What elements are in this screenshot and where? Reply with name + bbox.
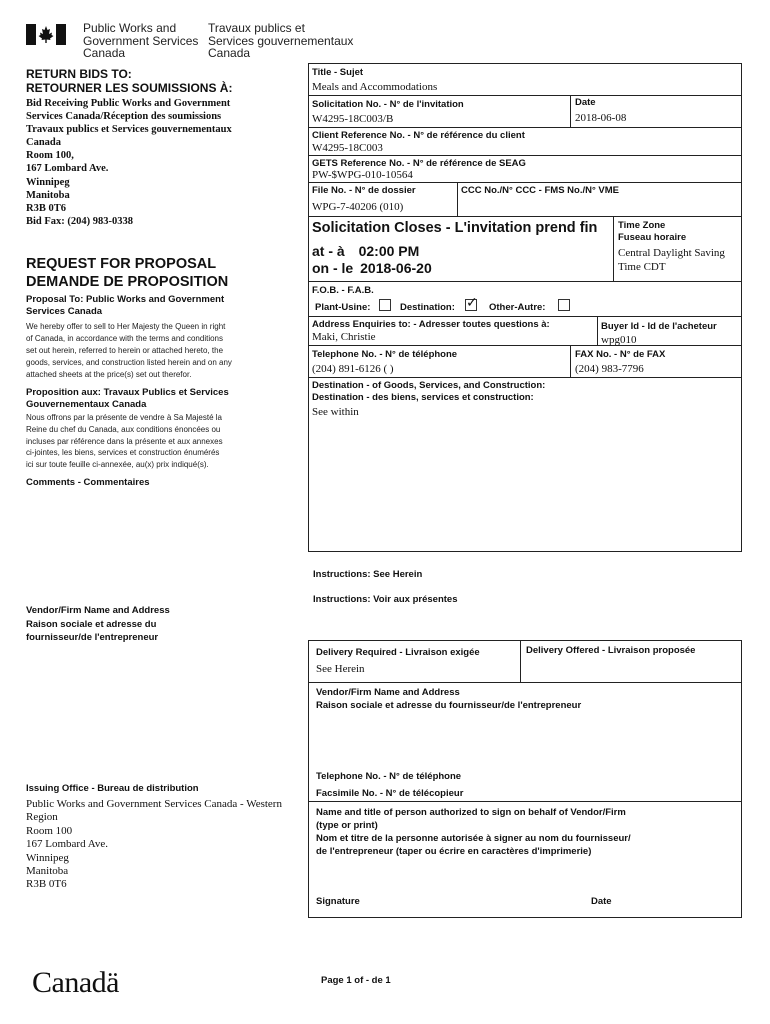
rfp-title: REQUEST FOR PROPOSAL DEMANDE DE PROPOSITION (26, 256, 229, 290)
ccc-no-label: CCC No./N° CCC - FMS No./N° VME (461, 185, 620, 196)
date-label: Date (575, 97, 596, 108)
plant-checkbox[interactable] (379, 299, 391, 311)
vendor-fax-label: Facsimile No. - N° de télécopieur (316, 788, 464, 799)
instructions-en: Instructions: See Herein (313, 569, 423, 580)
signature-date-label: Date (591, 896, 612, 907)
proposal-to-heading-fr: Proposition aux: Travaux Publics et Services Gouvernementaux Canada (26, 387, 229, 410)
solicitation-no-label: Solicitation No. - N° de l'invitation (312, 99, 464, 110)
department-name-en: Public Works and Government Services Canada (83, 21, 199, 60)
at-label: at - à (312, 243, 345, 259)
buyer-id-value: wpg010 (601, 334, 637, 346)
vendor-firm-label: Vendor/Firm Name and Address Raison sociale et adresse du fournisseur/de l'entrepreneur (316, 687, 582, 711)
closing-date-row (312, 260, 432, 276)
delivery-required-label: Delivery Required - Livraison exigée (316, 647, 480, 658)
address-enquiries-label: Address Enquiries to: - Adresser toutes questions à: (312, 319, 550, 330)
gets-reference-value: PW-$WPG-010-10564 (312, 169, 413, 181)
proposal-to-body-en: We hereby offer to sell to Her Majesty the Queen in right of Canada, in accordance with the terms and conditions set out herein, referred to herein or attached hereto, the goods, services, and construction listed herein and on any attached sheets at the price(s) set out therefor. (26, 322, 232, 379)
signature-label: Signature (316, 896, 360, 907)
return-bids-heading: RETURN BIDS TO: RETOURNER LES SOUMISSIONS À: (26, 67, 233, 95)
destination-goods-label: Destination - of Goods, Services, and Construction: Destination - des biens, services et construction: (312, 380, 546, 403)
check-mark-icon: ✓ (466, 295, 478, 311)
other-label: Other-Autre: (489, 302, 546, 313)
fax-label: FAX No. - N° de FAX (575, 349, 666, 360)
issuing-office-address: Public Works and Government Services Canada - Western Region Room 100 167 Lombard Ave. Winnipeg Manitoba R3B 0T6 (26, 798, 282, 891)
closing-time-value: 02:00 PM (358, 243, 420, 259)
client-reference-value: W4295-18C003 (312, 142, 383, 154)
date-value: 2018-06-08 (575, 112, 627, 124)
solicitation-closes-heading: Solicitation Closes - L'invitation prend fin (312, 220, 598, 236)
return-bids-address: Bid Receiving Public Works and Government Services Canada/Réception des soumissions Travaux publics et Services gouvernementaux Canada Room 100, 167 Lombard Ave. Winnipeg Manitoba R3B 0T6 Bid Fax: (204) 983-0338 (26, 98, 232, 227)
proposal-to-body-fr: Nous offrons par la présente de vendre à Sa Majesté la Reine du chef du Canada, aux conditions énoncées ou incluses par référence dans la présente et aux annexes ci-jointes, les biens, services et construction énumérés ici sur toute feuille ci-annexée, au(x) prix indiqué(s). (26, 413, 223, 470)
instructions-fr: Instructions: Voir aux présentes (313, 594, 458, 605)
destination-goods-value: See within (312, 406, 359, 418)
vendor-firm-label-left: Vendor/Firm Name and Address Raison sociale et adresse du fournisseur/de l'entrepreneur (26, 605, 170, 643)
client-reference-label: Client Reference No. - N° de référence du client (312, 130, 525, 141)
fob-label: F.O.B. - F.A.B. (312, 285, 374, 296)
comments-label: Comments - Commentaires (26, 477, 150, 488)
plant-label: Plant-Usine: (315, 302, 371, 313)
delivery-required-value: See Herein (316, 663, 365, 675)
proposal-to-heading-en: Proposal To: Public Works and Government Services Canada (26, 294, 225, 317)
buyer-id-label: Buyer Id - Id de l'acheteur (601, 321, 717, 332)
file-no-label: File No. - N° de dossier (312, 185, 416, 196)
canada-wordmark-logo: Canadä (32, 966, 119, 999)
department-name-fr: Travaux publics et Services gouvernementaux Canada (208, 21, 354, 60)
destination-checkbox[interactable] (465, 295, 478, 311)
file-no-value: WPG-7-40206 (010) (312, 201, 404, 213)
telephone-value: (204) 891-6126 ( ) (312, 363, 394, 375)
gets-reference-label: GETS Reference No. - N° de référence de SEAG (312, 158, 526, 169)
vendor-telephone-label: Telephone No. - N° de téléphone (316, 771, 462, 782)
canada-flag-icon (26, 24, 66, 45)
address-enquiries-value: Maki, Christie (312, 331, 376, 343)
closing-time-row (312, 243, 419, 259)
delivery-offered-label: Delivery Offered - Livraison proposée (526, 645, 696, 656)
issuing-office-label: Issuing Office - Bureau de distribution (26, 783, 199, 794)
other-checkbox[interactable] (558, 299, 570, 311)
on-label: on - le (312, 260, 354, 276)
closing-date-value: 2018-06-20 (360, 260, 432, 276)
authorized-person-label: Name and title of person authorized to sign on behalf of Vendor/Firm (type or print) Nom et titre de la personne autorisée à signer au nom du fournisseur/ de l'entrepreneur (taper ou écrire en caractères d'imprimerie) (316, 807, 631, 857)
title-value: Meals and Accommodations (312, 81, 438, 93)
fax-value: (204) 983-7796 (575, 363, 644, 375)
time-zone-value: Central Daylight Saving Time CDT (618, 247, 725, 273)
solicitation-no-value: W4295-18C003/B (312, 113, 394, 125)
title-label: Title - Sujet (312, 67, 364, 78)
telephone-label: Telephone No. - N° de téléphone (312, 349, 458, 360)
destination-label: Destination: (400, 302, 455, 313)
time-zone-label: Time Zone Fuseau horaire (618, 220, 687, 243)
page-number: Page 1 of - de 1 (321, 975, 391, 986)
